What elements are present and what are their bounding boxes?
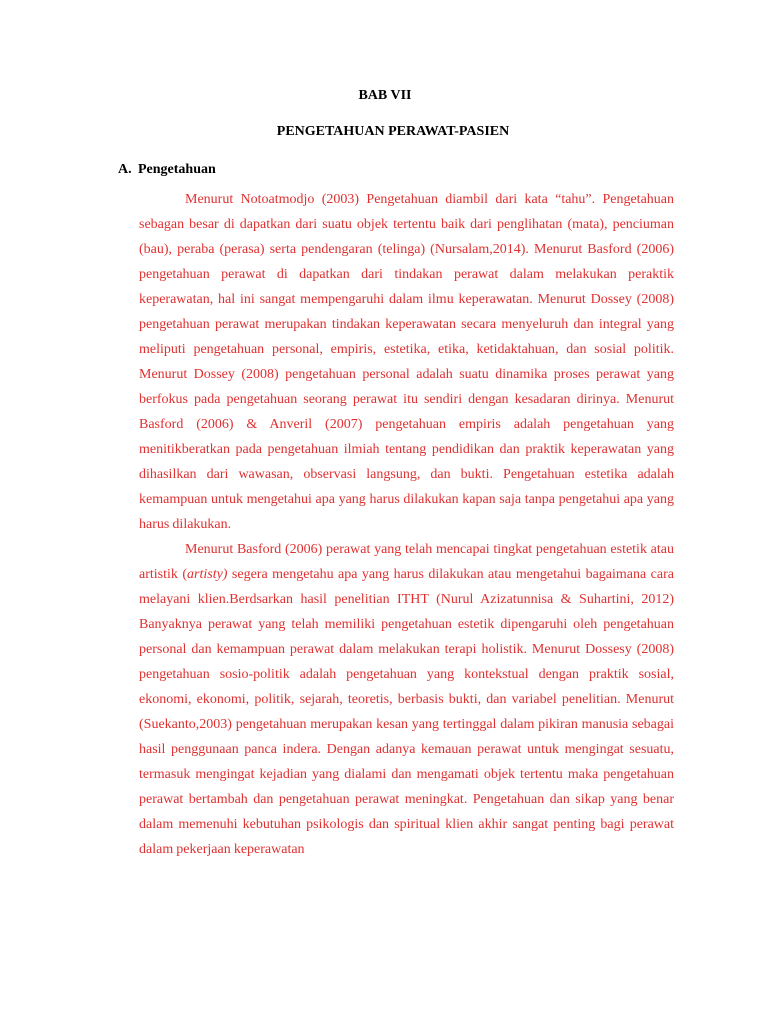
section-heading-text: Pengetahuan [138, 162, 216, 177]
section-marker: A. [118, 162, 132, 177]
paragraph-2 [139, 537, 674, 862]
section-heading [118, 162, 216, 178]
page-title: PENGETAHUAN PERAWAT-PASIEN [276, 124, 510, 139]
paragraph-2-text-after: segera mengetahu apa yang harus dilakukan atau mengetahui bagaimana cara melayani klien.Berdsarkan hasil penelitian ITHT (Nurul Azizatunnisa & Suhartini, 2012) Banyaknya perawat yang telah memiliki pengetahuan estetik dipengaruhi oleh pengetahuan personal dan kemampuan perawat dalam melakukan terapi holistik. Menurut Dossesy (2008) pengetahuan sosio-politik adalah pengetahuan yang kontekstual dengan praktik sosial, ekonomi, ekonomi, politik, sejarah, teoretis, berbasis bukti, dan variabel penelitian. Menurut (Suekanto,2003) pengetahuan merupakan kesan yang tertinggal dalam pikiran manusia sebagai hasil penggunaan panca indera. Dengan adanya kemauan perawat untuk mengingat sesuatu, termasuk mengingat kejadian yang dialami dan mengamati objek tertentu maka pengetahuan perawat bertambah dan pengetahuan perawat meningkat. Pengetahuan dan sikap yang benar dalam memenuhi kebutuhan psikologis dan spiritual klien akhir sangat penting bagi perawat dalam pekerjaan keperawatan [139, 567, 674, 857]
paragraph-2-italic-term: artisty) [187, 567, 228, 582]
paragraph-2-text-before: Menurut Basford (2006) perawat yang telah mencapai tingkat pengetahuan estetik atau artistik ( [139, 542, 674, 582]
paragraph-1-text: Menurut Notoatmodjo (2003) Pengetahuan diambil dari kata “tahu”. Pengetahuan sebagan besar di dapatkan dari suatu objek tertentu baik dari penglihatan (mata), penciuman (bau), peraba (perasa) serta pendengaran (telinga) (Nursalam,2014). Menurut Basford (2006) pengetahuan perawat di dapatkan dari tindakan perawat dalam melakukan peraktik keperawatan, hal ini sangat mempengaruhi dalam ilmu keperawatan. Menurut Dossey (2008) pengetahuan perawat merupakan tindakan keperawatan secara menyeluruh dan integral yang meliputi pengetahuan personal, empiris, estetika, etika, ketidaktahuan, dan sosial politik. Menurut Dossey (2008) pengetahuan personal adalah suatu dinamika proses perawat yang berfokus pada pengetahuan seorang perawat itu sendiri dengan kesadaran dirinya. Menurut Basford (2006) & Anveril (2007) pengetahuan empiris adalah pengetahuan yang menitikberatkan pada pengetahuan ilmiah tentang pendidikan dan praktik keperawatan yang dihasilkan dari wawasan, observasi langsung, dan bukti. Pengetahuan estetika adalah kemampuan untuk mengetahui apa yang harus dilakukan kapan saja tanpa pengetahui apa yang harus dilakukan. [139, 192, 674, 532]
paragraph-1 [139, 187, 674, 537]
body-text [139, 187, 674, 862]
chapter-title: BAB VII [358, 88, 412, 103]
